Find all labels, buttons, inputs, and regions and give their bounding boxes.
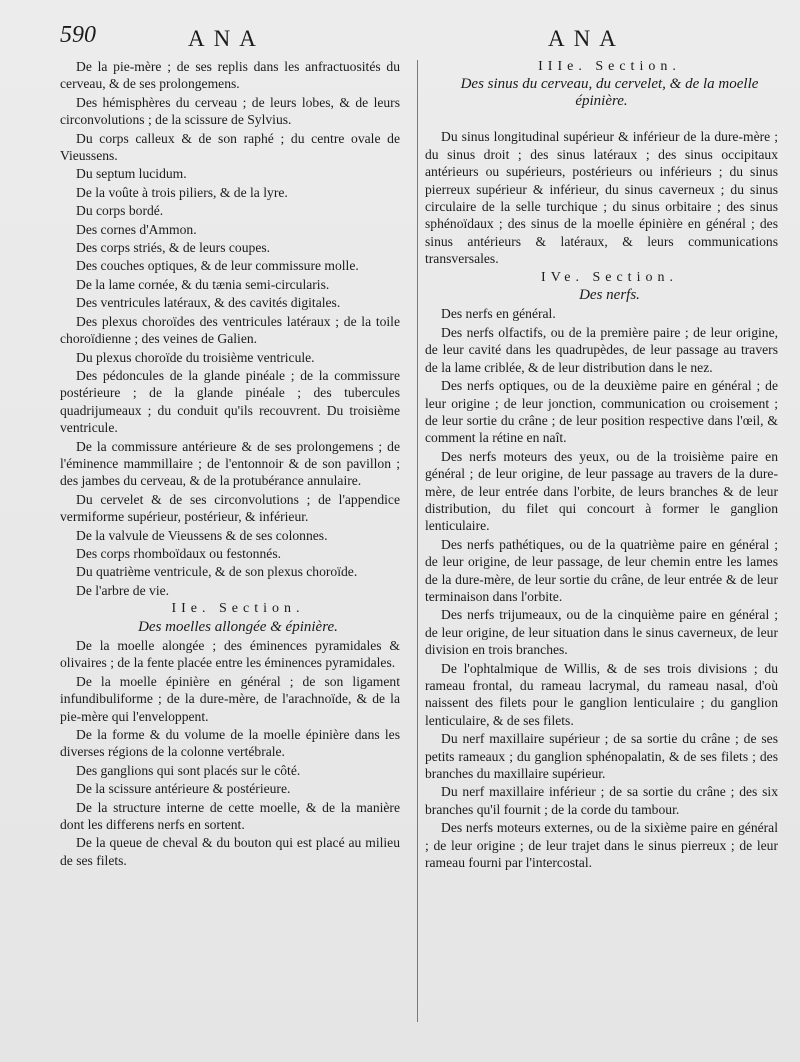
paragraph: De la structure interne de cette moelle, & de la manière dont les differens nerfs en sortent.: [60, 799, 400, 833]
paragraph: De la lame cornée, & du tænia semi-circularis.: [76, 276, 330, 292]
paragraph: Des corps striés, & de leurs coupes.: [76, 240, 271, 256]
paragraph: De l'arbre de vie.: [76, 582, 170, 598]
paragraph: Du sinus longitudinal supérieur & inférieur de la dure-mère ; du sinus droit ; des sinus latéraux ; des sinus occipitaux antérieurs ou supérieurs, postérieurs ou inférieurs ; du sinus pierreux supérieur & inférieur, du sinus caverneux ; du sinus circulaire de la selle turchique ; du sinus orbitaire ; des sinus sphénoïdaux ; des sinus de la moelle épinière en général ; des sinus antérieurs & latéraux, & leurs communications transversales.: [425, 129, 778, 267]
left-column: [60, 58, 400, 870]
paragraph: De la pie-mère ; de ses replis dans les anfractuosités du cerveau, & de ses prolongemens.: [60, 59, 400, 92]
paragraph: Des nerfs en général.: [441, 306, 556, 322]
section-heading: IVe. Section.: [541, 269, 678, 285]
paragraph: Des plexus choroïdes des ventricules latéraux ; de la toile choroïdienne ; des veines de Galien.: [60, 313, 400, 347]
paragraph: Des couches optiques, & de leur commissure molle.: [76, 258, 359, 274]
paragraph: Des nerfs pathétiques, ou de la quatrième paire en général ; de leur origine, de leur passage, de leur chemin entre les lames de la dure-mère, de leur sortie du crâne, de leur entrée & de leur terminaison dans l'orbite.: [425, 536, 778, 604]
paragraph: Des ganglions qui sont placés sur le côté.: [76, 762, 301, 778]
page-number: 590: [60, 22, 96, 48]
paragraph: Des nerfs trijumeaux, ou de la cinquième paire en général ; de leur origine, de leur situation dans le sinus caverneux, de leur division en trois branches.: [425, 607, 778, 658]
paragraph: De la scissure antérieure & postérieure.: [76, 781, 291, 797]
paragraph: De l'ophtalmique de Willis, & de ses trois divisions ; du rameau frontal, du rameau lacrymal, du rameau nasal, d'où naissent des filets pour le ganglion lenticulaire ; du ganglion lenticulaire, & de ses filets.: [425, 660, 778, 728]
paragraph: Du nerf maxillaire supérieur ; de sa sortie du crâne ; de ses petits rameaux ; du ganglion sphénopalatin, & de ses filets ; des branches du maxillaire supérieur.: [425, 731, 778, 782]
paragraph: De la moelle épinière en général ; de son ligament infundibuliforme ; de la dure-mère, de l'arachnoïde, & de la pie-mère qui l'enveloppent.: [60, 673, 400, 724]
section-heading: IIIe. Section.: [538, 59, 681, 74]
running-head-right: ANA: [548, 26, 625, 51]
paragraph: De la forme & du volume de la moelle épinière dans les diverses régions de la colonne vertébrale.: [60, 727, 400, 760]
paragraph: Des pédoncules de la glande pinéale ; de la commissure postérieure ; de la glande pinéale ; des tubercules quadrijumeaux ; du conduit qu'ils recouvrent. Du troisième ventricule.: [60, 367, 400, 436]
paragraph: Des nerfs moteurs des yeux, ou de la troisième paire en général ; de leur origine, de leur passage au travers de la dure-mère, de leur entrée dans l'orbite, de leurs branches & de leur distribution, du filet qui concourt à former le ganglion lenticulaire.: [425, 448, 778, 534]
paragraph: De la commissure antérieure & de ses prolongemens ; de l'éminence mammillaire ; de l'entonnoir & de son pavillon ; des jambes du cerveau, & de la protubérance annulaire.: [60, 438, 400, 489]
paragraph: Des ventricules latéraux, & des cavités digitales.: [76, 295, 341, 311]
column-divider: [417, 60, 418, 1022]
paragraph: Des hémisphères du cerveau ; de leurs lobes, & de leurs circonvolutions ; de la scissure de Sylvius.: [60, 94, 400, 128]
paragraph: Du corps calleux & de son raphé ; du centre ovale de Vieussens.: [60, 130, 400, 164]
paragraph: Du septum lucidum.: [76, 166, 187, 182]
section-heading: IIe. Section.: [171, 601, 305, 617]
paragraph: De la queue de cheval & du bouton qui est placé au milieu de ses filets.: [60, 835, 400, 868]
paragraph: Du quatrième ventricule, & de son plexus choroïde.: [76, 564, 358, 580]
paragraph: Du nerf maxillaire inférieur ; de sa sortie du crâne ; des six branches qu'il fournit ; de la corde du tambour.: [425, 784, 778, 817]
paragraph: Du plexus choroïde du troisième ventricule.: [76, 349, 315, 365]
paragraph: De la moelle alongée ; des éminences pyramidales & olivaires ; de la fente placée entre les éminences pyramidales.: [60, 638, 400, 671]
paragraph: Du cervelet & de ses circonvolutions ; de l'appendice vermiforme supérieur, postérieur, & inférieur.: [60, 491, 400, 525]
paragraph: Des cornes d'Ammon.: [76, 221, 197, 237]
section-title: Des nerfs.: [579, 287, 640, 304]
section-title: Des sinus du cerveau, du cervelet, & de la moelle épinière.: [460, 76, 759, 110]
paragraph: De la valvule de Vieussens & de ses colonnes.: [76, 527, 328, 543]
right-column: [425, 58, 778, 872]
paragraph: Des nerfs moteurs externes, ou de la sixième paire en général ; de leur origine ; de leur trajet dans le sinus pierreux ; de leur rameau fourni par l'intercostal.: [425, 820, 778, 871]
section-title: Des moelles allongée & épinière.: [138, 618, 338, 635]
running-head-left: ANA: [188, 26, 265, 51]
paragraph: Des nerfs optiques, ou de la deuxième paire en général ; de leur origine ; de leur jonction, communication ou croisement ; de leur sortie du crâne ; de leur position respective dans l'œil, & comment la rétine en naît.: [425, 378, 778, 446]
paragraph: Des corps rhomboïdaux ou festonnés.: [76, 545, 282, 561]
paragraph: De la voûte à trois piliers, & de la lyre.: [76, 184, 288, 200]
paragraph: Des nerfs olfactifs, ou de la première paire ; de leur origine, de leur cavité dans les quadrupèdes, de leur passage au travers de la lame criblée, & de leur distribution dans le nez.: [425, 324, 778, 375]
paragraph: Du corps bordé.: [76, 203, 164, 219]
